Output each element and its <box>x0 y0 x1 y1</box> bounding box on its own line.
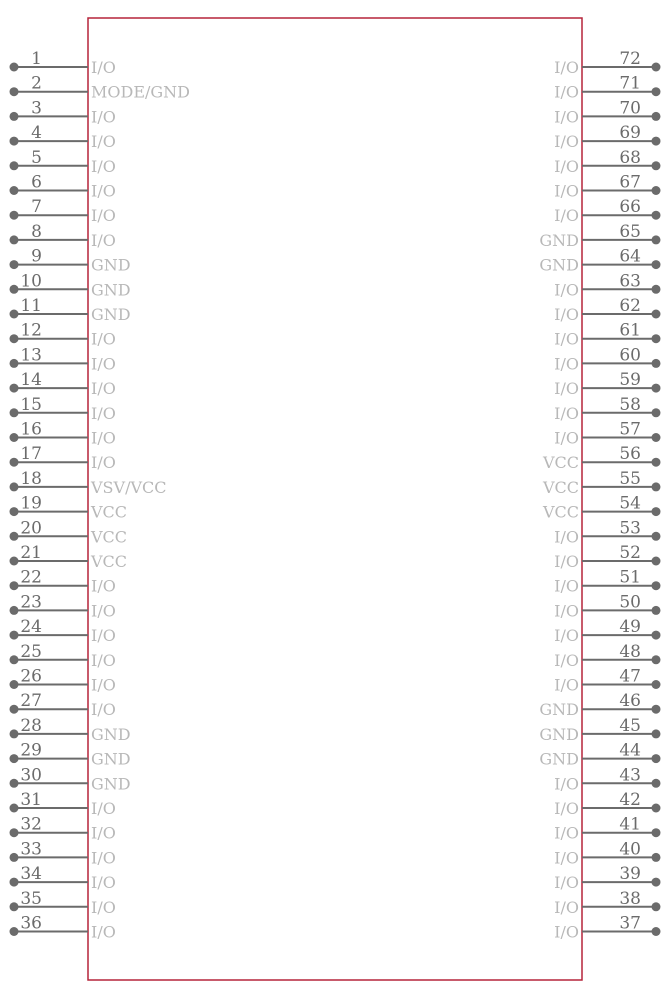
right-pin-group <box>539 49 660 942</box>
pin-number: 18 <box>20 468 42 489</box>
pin-endpoint-dot <box>10 482 19 491</box>
pin-number: 39 <box>619 864 641 885</box>
pin-number: 60 <box>619 345 641 366</box>
pin-name: I/O <box>91 428 116 448</box>
pin-40 <box>554 839 660 867</box>
pin-name: I/O <box>554 650 579 670</box>
pin-number: 28 <box>20 715 42 736</box>
pin-endpoint-dot <box>10 927 19 936</box>
pin-endpoint-dot <box>652 631 661 640</box>
pin-49 <box>554 617 660 645</box>
pin-number: 22 <box>20 567 42 588</box>
pin-name: I/O <box>554 675 579 695</box>
pin-number: 15 <box>20 394 42 415</box>
pin-endpoint-dot <box>652 779 661 788</box>
pin-44 <box>539 741 660 769</box>
pin-name: I/O <box>91 206 116 226</box>
pin-name: GND <box>91 305 131 324</box>
pin-number: 29 <box>20 740 42 761</box>
pin-name: I/O <box>554 873 579 893</box>
pin-number: 65 <box>619 221 641 242</box>
pin-name: VSV/VCC <box>91 477 167 497</box>
pin-endpoint-dot <box>652 458 661 467</box>
pin-number: 1 <box>31 49 42 69</box>
pin-name: GND <box>539 255 579 275</box>
pin-number: 17 <box>20 444 42 465</box>
pin-number: 36 <box>20 913 42 934</box>
pin-name: I/O <box>91 329 116 349</box>
pin-71 <box>554 74 660 102</box>
pin-56 <box>542 444 661 472</box>
pin-number: 61 <box>619 320 641 341</box>
pin-endpoint-dot <box>652 384 661 393</box>
pin-6 <box>10 173 116 201</box>
pin-62 <box>554 296 660 324</box>
pin-endpoint-dot <box>10 532 19 541</box>
pin-59 <box>554 370 660 398</box>
pin-name: GND <box>539 724 579 744</box>
pin-endpoint-dot <box>10 384 19 393</box>
pin-number: 23 <box>20 592 42 613</box>
pin-name: GND <box>539 700 579 720</box>
pin-endpoint-dot <box>10 310 19 319</box>
pin-1 <box>10 49 116 77</box>
pin-endpoint-dot <box>10 729 19 738</box>
pin-4 <box>10 123 116 151</box>
pin-endpoint-dot <box>10 631 19 640</box>
pin-endpoint-dot <box>652 902 661 911</box>
pin-endpoint-dot <box>10 902 19 911</box>
pin-63 <box>554 271 660 299</box>
pin-endpoint-dot <box>652 482 661 491</box>
pin-name: I/O <box>91 601 116 621</box>
pin-name: GND <box>539 230 579 250</box>
pin-number: 48 <box>619 641 641 662</box>
pin-name: I/O <box>91 650 116 670</box>
pin-name: VCC <box>91 527 128 547</box>
pin-number: 45 <box>619 715 641 736</box>
pin-endpoint-dot <box>652 680 661 689</box>
pin-name: I/O <box>554 58 579 77</box>
pin-number: 5 <box>31 147 42 168</box>
pin-endpoint-dot <box>10 680 19 689</box>
pin-67 <box>554 173 660 201</box>
pin-number: 40 <box>619 839 641 860</box>
pin-name: I/O <box>554 280 579 300</box>
pin-53 <box>554 518 660 546</box>
pin-endpoint-dot <box>652 606 661 615</box>
pin-name: I/O <box>91 379 116 399</box>
pin-number: 9 <box>31 246 42 267</box>
pin-name: I/O <box>91 823 116 843</box>
pin-endpoint-dot <box>652 655 661 664</box>
pin-name: I/O <box>91 922 116 942</box>
pin-number: 59 <box>619 370 641 391</box>
pin-number: 43 <box>619 765 641 786</box>
pin-endpoint-dot <box>652 211 661 220</box>
pin-name: I/O <box>554 601 579 621</box>
pin-64 <box>539 247 660 275</box>
pin-name: I/O <box>554 922 579 942</box>
pin-number: 44 <box>619 740 641 761</box>
pin-number: 32 <box>20 814 42 835</box>
pin-number: 27 <box>20 691 42 712</box>
pin-name: I/O <box>91 453 116 473</box>
pin-name: VCC <box>91 502 128 522</box>
pin-3 <box>10 98 116 126</box>
pin-endpoint-dot <box>652 63 661 72</box>
pin-number: 66 <box>619 197 641 218</box>
pin-41 <box>554 815 660 843</box>
pin-number: 51 <box>619 567 641 588</box>
pin-number: 13 <box>20 345 42 366</box>
pin-name: I/O <box>554 329 579 349</box>
pin-endpoint-dot <box>652 260 661 269</box>
pin-name: I/O <box>91 700 116 720</box>
pin-number: 56 <box>619 444 641 465</box>
pin-endpoint-dot <box>10 507 19 516</box>
pin-endpoint-dot <box>652 754 661 763</box>
pin-endpoint-dot <box>652 581 661 590</box>
pin-name: VCC <box>542 453 579 473</box>
pin-name: I/O <box>554 107 579 127</box>
pin-number: 47 <box>619 666 641 687</box>
pin-endpoint-dot <box>10 87 19 96</box>
pin-number: 7 <box>31 197 42 218</box>
pin-name: I/O <box>554 576 579 596</box>
pin-47 <box>554 667 660 695</box>
pin-name: I/O <box>91 848 116 868</box>
pin-name: GND <box>91 724 131 744</box>
pin-name: I/O <box>91 230 116 250</box>
pin-43 <box>554 765 660 793</box>
pin-endpoint-dot <box>652 507 661 516</box>
pin-57 <box>554 420 660 448</box>
pin-number: 52 <box>619 543 641 563</box>
pin-number: 33 <box>20 839 42 860</box>
pin-name: I/O <box>554 799 579 818</box>
pin-60 <box>554 345 660 373</box>
pin-number: 53 <box>619 518 641 539</box>
pin-name: I/O <box>554 897 579 917</box>
pin-endpoint-dot <box>652 828 661 837</box>
pin-number: 3 <box>31 98 42 119</box>
pin-name: I/O <box>554 305 579 324</box>
pin-name: I/O <box>91 354 116 374</box>
pin-endpoint-dot <box>10 828 19 837</box>
pin-endpoint-dot <box>652 729 661 738</box>
pin-number: 26 <box>20 666 42 687</box>
pin-endpoint-dot <box>10 260 19 269</box>
pin-endpoint-dot <box>652 112 661 121</box>
pin-name: GND <box>539 749 579 769</box>
pin-name: I/O <box>554 403 579 423</box>
pin-name: I/O <box>554 428 579 448</box>
pin-36 <box>10 914 116 942</box>
pin-number: 67 <box>619 172 641 193</box>
pin-endpoint-dot <box>10 235 19 244</box>
pin-endpoint-dot <box>652 186 661 195</box>
pin-61 <box>554 321 660 349</box>
pin-endpoint-dot <box>10 581 19 590</box>
pin-endpoint-dot <box>652 927 661 936</box>
pin-endpoint-dot <box>652 310 661 319</box>
pin-endpoint-dot <box>652 532 661 541</box>
pin-number: 41 <box>619 814 641 835</box>
pin-name: I/O <box>554 354 579 374</box>
pin-number: 68 <box>619 147 641 168</box>
left-pin-group <box>10 49 191 942</box>
pin-number: 70 <box>619 98 641 119</box>
pin-39 <box>554 864 660 892</box>
pin-name: VCC <box>542 477 579 497</box>
pin-5 <box>10 148 116 176</box>
pin-name: GND <box>91 749 131 769</box>
pin-name: I/O <box>91 576 116 596</box>
pin-number: 50 <box>619 592 641 613</box>
pin-number: 16 <box>20 419 42 440</box>
pin-name: I/O <box>91 132 116 152</box>
pin-name: I/O <box>91 107 116 127</box>
pin-number: 34 <box>20 864 42 885</box>
pin-number: 64 <box>619 246 641 267</box>
pin-endpoint-dot <box>10 186 19 195</box>
pin-endpoint-dot <box>10 779 19 788</box>
pin-number: 58 <box>619 394 641 415</box>
pin-number: 49 <box>619 617 641 638</box>
pin-name: I/O <box>554 206 579 226</box>
pin-number: 11 <box>20 296 42 316</box>
pin-name: I/O <box>554 552 579 571</box>
pin-endpoint-dot <box>10 161 19 170</box>
pin-name: I/O <box>91 156 116 176</box>
pin-name: I/O <box>91 58 116 77</box>
pin-45 <box>539 716 660 744</box>
pin-name: MODE/GND <box>91 82 191 102</box>
pin-endpoint-dot <box>652 285 661 294</box>
pin-number: 72 <box>619 49 641 69</box>
pin-number: 20 <box>20 518 42 539</box>
pin-number: 35 <box>20 888 42 909</box>
pin-name: I/O <box>554 181 579 201</box>
pin-name: GND <box>91 255 131 275</box>
pin-number: 42 <box>619 790 641 810</box>
pin-endpoint-dot <box>652 334 661 343</box>
pin-endpoint-dot <box>652 359 661 368</box>
pin-endpoint-dot <box>10 655 19 664</box>
pin-8 <box>10 222 116 250</box>
pin-endpoint-dot <box>10 705 19 714</box>
pin-58 <box>554 395 660 423</box>
pin-70 <box>554 98 660 126</box>
pin-endpoint-dot <box>10 63 19 72</box>
pin-72 <box>554 49 660 77</box>
pin-endpoint-dot <box>10 606 19 615</box>
pin-50 <box>554 592 660 620</box>
pin-number: 14 <box>20 370 42 391</box>
pin-46 <box>539 691 660 719</box>
pin-name: I/O <box>91 799 116 818</box>
pin-51 <box>554 568 660 596</box>
pin-name: I/O <box>554 156 579 176</box>
pin-65 <box>539 222 660 250</box>
pin-endpoint-dot <box>10 458 19 467</box>
pin-number: 19 <box>20 493 42 514</box>
pin-number: 2 <box>31 73 42 94</box>
pin-number: 31 <box>20 790 42 810</box>
pin-number: 38 <box>619 888 641 909</box>
pin-endpoint-dot <box>652 87 661 96</box>
pin-name: I/O <box>91 873 116 893</box>
pin-number: 24 <box>20 617 42 638</box>
pin-number: 30 <box>20 765 42 786</box>
pin-number: 71 <box>619 73 641 94</box>
pin-endpoint-dot <box>10 754 19 763</box>
pin-endpoint-dot <box>10 137 19 146</box>
pin-number: 57 <box>619 419 641 440</box>
pin-endpoint-dot <box>10 112 19 121</box>
pin-number: 10 <box>20 271 42 292</box>
pin-endpoint-dot <box>652 161 661 170</box>
pin-name: VCC <box>91 552 128 571</box>
pin-name: I/O <box>554 848 579 868</box>
pin-number: 54 <box>619 493 641 514</box>
pin-name: I/O <box>554 379 579 399</box>
pin-endpoint-dot <box>10 359 19 368</box>
pin-name: I/O <box>91 626 116 646</box>
pin-name: I/O <box>554 626 579 646</box>
pin-42 <box>554 790 660 818</box>
pin-name: I/O <box>91 897 116 917</box>
pin-endpoint-dot <box>652 408 661 417</box>
pin-number: 55 <box>619 468 641 489</box>
pin-endpoint-dot <box>652 878 661 887</box>
pin-name: I/O <box>554 774 579 794</box>
pin-7 <box>10 197 116 225</box>
pin-endpoint-dot <box>10 211 19 220</box>
pin-endpoint-dot <box>652 137 661 146</box>
pin-name: I/O <box>554 132 579 152</box>
pin-endpoint-dot <box>10 878 19 887</box>
pin-name: I/O <box>91 675 116 695</box>
pin-68 <box>554 148 660 176</box>
pin-69 <box>554 123 660 151</box>
pin-number: 4 <box>31 123 42 144</box>
pin-number: 8 <box>31 221 42 242</box>
pin-number: 46 <box>619 691 641 712</box>
pin-endpoint-dot <box>10 557 19 566</box>
pin-number: 62 <box>619 296 641 316</box>
pin-number: 21 <box>20 543 42 563</box>
pin-48 <box>554 642 660 670</box>
pin-name: GND <box>91 280 131 300</box>
pin-number: 37 <box>619 913 641 934</box>
component-body <box>88 18 582 980</box>
pin-name: I/O <box>91 403 116 423</box>
pin-number: 6 <box>31 172 42 193</box>
pin-endpoint-dot <box>652 804 661 813</box>
pin-endpoint-dot <box>10 408 19 417</box>
pin-endpoint-dot <box>652 557 661 566</box>
pin-66 <box>554 197 660 225</box>
pin-number: 12 <box>20 320 42 341</box>
pin-name: VCC <box>542 502 579 522</box>
pin-name: GND <box>91 774 131 794</box>
pin-37 <box>554 914 660 942</box>
pin-endpoint-dot <box>652 705 661 714</box>
pin-endpoint-dot <box>652 433 661 442</box>
pin-endpoint-dot <box>10 804 19 813</box>
pin-endpoint-dot <box>10 433 19 442</box>
pin-endpoint-dot <box>10 334 19 343</box>
pin-55 <box>542 469 661 497</box>
pin-number: 63 <box>619 271 641 292</box>
pin-number: 69 <box>619 123 641 144</box>
pin-name: I/O <box>554 82 579 102</box>
pin-number: 25 <box>20 641 42 662</box>
pin-endpoint-dot <box>652 235 661 244</box>
pin-endpoint-dot <box>10 285 19 294</box>
pin-54 <box>542 494 661 522</box>
pin-52 <box>554 543 660 571</box>
pin-name: I/O <box>91 181 116 201</box>
pin-name: I/O <box>554 527 579 547</box>
pin-38 <box>554 889 660 917</box>
pin-endpoint-dot <box>652 853 661 862</box>
pin-name: I/O <box>554 823 579 843</box>
pin-endpoint-dot <box>10 853 19 862</box>
